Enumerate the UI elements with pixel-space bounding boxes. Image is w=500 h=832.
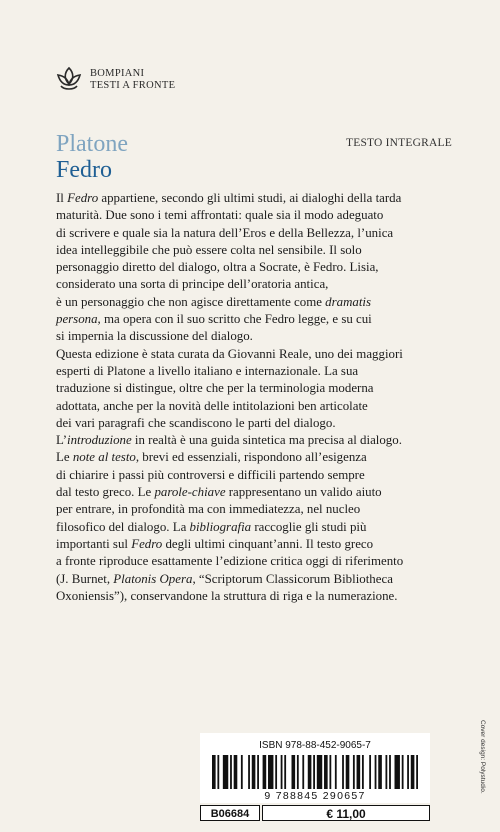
barcode-bar: [416, 755, 418, 789]
barcode-bar: [402, 755, 404, 789]
barcode-bar: [317, 755, 322, 789]
price: € 11,00: [262, 805, 430, 821]
text-run: in realtà è una guida sintetica ma precisa al dialogo.: [131, 433, 402, 448]
barcode-bar: [362, 755, 364, 789]
barcode-bar: [375, 755, 377, 789]
blurb-line: [56, 501, 456, 518]
text-run: a fronte riproduce esattamente l’edizione critica oggi di riferimento: [56, 554, 404, 569]
barcode-bar: [313, 755, 315, 789]
italic-term: bibliografia: [189, 519, 252, 534]
text-run: traduzione si distingue, oltre che per la terminologia moderna: [56, 381, 374, 396]
blurb-line: [56, 276, 456, 293]
text-run: Le: [56, 450, 73, 465]
cover-credit: Cover design: Polystudio.: [479, 720, 486, 794]
text-run: esperti di Platone a livello italiano e internazionale. La sua: [56, 363, 359, 378]
barcode-bar: [335, 755, 337, 789]
text-run: personaggio diretto del dialogo, oltra a Socrate, è Fedro. Lisia,: [56, 260, 379, 275]
barcode-bar: [395, 755, 400, 789]
blurb-line: [56, 571, 456, 588]
barcode-bar: [241, 755, 243, 789]
edition-badge: TESTO INTEGRALE: [346, 137, 452, 149]
barcode-bar: [268, 755, 273, 789]
book-author: Platone: [56, 131, 128, 157]
text-run: L’: [56, 433, 67, 448]
barcode-bar: [263, 755, 267, 789]
text-run: ma opera con il suo scritto che Fedro legge, e su cui: [100, 312, 372, 327]
italic-term: Fedro: [131, 536, 163, 551]
blurb-line: [56, 346, 456, 363]
barcode-bar: [292, 755, 296, 789]
barcode-bar: [329, 755, 331, 789]
text-run: di chiarire i passi più controversi e difficili partendo sempre: [56, 467, 365, 482]
blurb-line: [56, 242, 456, 259]
text-run: per entrare, in profondità ma con immediatezza, nel nucleo: [56, 502, 361, 517]
barcode-bar: [411, 755, 415, 789]
barcode-bar: [252, 755, 256, 789]
barcode-bar: [407, 755, 409, 789]
product-code: B06684: [200, 805, 260, 821]
italic-term: Platonis Opera: [113, 571, 193, 586]
text-run: dal testo greco. Le: [56, 485, 155, 500]
publisher-series: [90, 68, 175, 92]
barcode-bar: [385, 755, 387, 789]
blurb-line: [56, 311, 456, 328]
barcode-bar: [223, 755, 228, 789]
italic-term: persona,: [56, 312, 101, 327]
text-run: degli ultimi cinquant’anni. Il testo greco: [162, 536, 374, 551]
blurb-line: [56, 553, 456, 570]
barcode-bar: [308, 755, 312, 789]
blurb-line: [56, 484, 456, 501]
italic-term: parole-chiave: [154, 485, 226, 500]
text-run: considerato una sorta di principe dell’oratoria antica,: [56, 277, 329, 292]
bompiani-logo-icon: [54, 64, 84, 94]
blurb-line: [56, 519, 456, 536]
blurb-line: [56, 380, 456, 397]
barcode-bar: [353, 755, 355, 789]
publisher-name: BOMPIANI: [90, 68, 145, 79]
text-run: Questa edizione è stata curata da Giovanni Reale, uno dei maggiori: [56, 346, 403, 361]
series-name: TESTI A FRONTE: [90, 80, 176, 91]
text-run: idea intelleggibile che può essere colta nel sensibile. Il solo: [56, 242, 362, 257]
blurb-line: [56, 467, 456, 484]
barcode-bar: [217, 755, 219, 789]
barcode-bar: [389, 755, 391, 789]
blurb-line: [56, 449, 456, 466]
text-run: raccoglie gli studi più: [251, 519, 367, 534]
text-run: adottata, anche per la novità delle intitolazioni ben articolate: [56, 398, 368, 413]
barcode-icon: [212, 755, 418, 789]
text-run: maturità. Due sono i temi affrontati: quale sia il modo adeguato: [56, 208, 384, 223]
text-run: importanti sul: [56, 536, 132, 551]
italic-term: note al testo: [72, 450, 136, 465]
text-run: appartiene, secondo gli ultimi studi, ai dialoghi della tarda: [98, 191, 402, 205]
barcode-bar: [378, 755, 382, 789]
barcode-bar: [297, 755, 299, 789]
blurb-line: [56, 225, 456, 242]
blurb-line: [56, 398, 456, 415]
blurb-line: [56, 328, 456, 345]
barcode-bar: [212, 755, 216, 789]
barcode-bar: [230, 755, 232, 789]
italic-term: dramatis: [325, 294, 372, 309]
isbn-label: ISBN 978-88-452-9065-7: [259, 740, 371, 751]
barcode-bar: [324, 755, 328, 789]
barcode-bar: [342, 755, 344, 789]
blurb-line: [56, 363, 456, 380]
barcode-bar: [281, 755, 283, 789]
blurb-line: [56, 207, 456, 224]
blurb-line: [56, 432, 456, 449]
text-run: filosofico del dialogo. La: [56, 519, 190, 534]
text-run: di scrivere e quale sia la natura dell’Eros e della Bellezza, l’unica: [56, 225, 394, 240]
blurb-line: [56, 259, 456, 276]
blurb-line: [56, 536, 456, 553]
barcode-bar: [302, 755, 304, 789]
barcode-bar: [257, 755, 259, 789]
barcode-bar: [234, 755, 238, 789]
text-run: , “Scriptorum Classicorum Bibliotheca: [192, 571, 393, 586]
italic-term: introduzione: [66, 433, 132, 448]
blurb-line: [56, 190, 456, 207]
barcode-panel: [200, 733, 430, 803]
blurb-line: [56, 588, 456, 605]
italic-term: Fedro: [67, 191, 99, 205]
back-cover-blurb: [56, 190, 456, 605]
text-run: Il: [56, 191, 68, 205]
text-run: , brevi ed essenziali, rispondono all’esigenza: [135, 450, 367, 465]
text-run: rappresentano un valido aiuto: [225, 485, 382, 500]
text-run: è un personaggio che non agisce direttamente come: [56, 294, 326, 309]
text-run: (J. Burnet,: [56, 571, 114, 586]
barcode-bar: [346, 755, 350, 789]
text-run: dei vari paragrafi che scandiscono le parti del dialogo.: [56, 415, 336, 430]
barcode-bar: [248, 755, 250, 789]
blurb-line: [56, 415, 456, 432]
barcode-digits: 9 788845 290657: [264, 790, 366, 802]
text-run: si impernia la discussione del dialogo.: [56, 329, 253, 344]
text-run: Oxoniensis”), conservandone la struttura di riga e la numerazione.: [56, 588, 398, 603]
barcode-bar: [284, 755, 286, 789]
barcode-bar: [275, 755, 277, 789]
blurb-line: [56, 294, 456, 311]
barcode-bar: [369, 755, 371, 789]
book-title: Fedro: [56, 157, 112, 183]
barcode-bar: [357, 755, 361, 789]
